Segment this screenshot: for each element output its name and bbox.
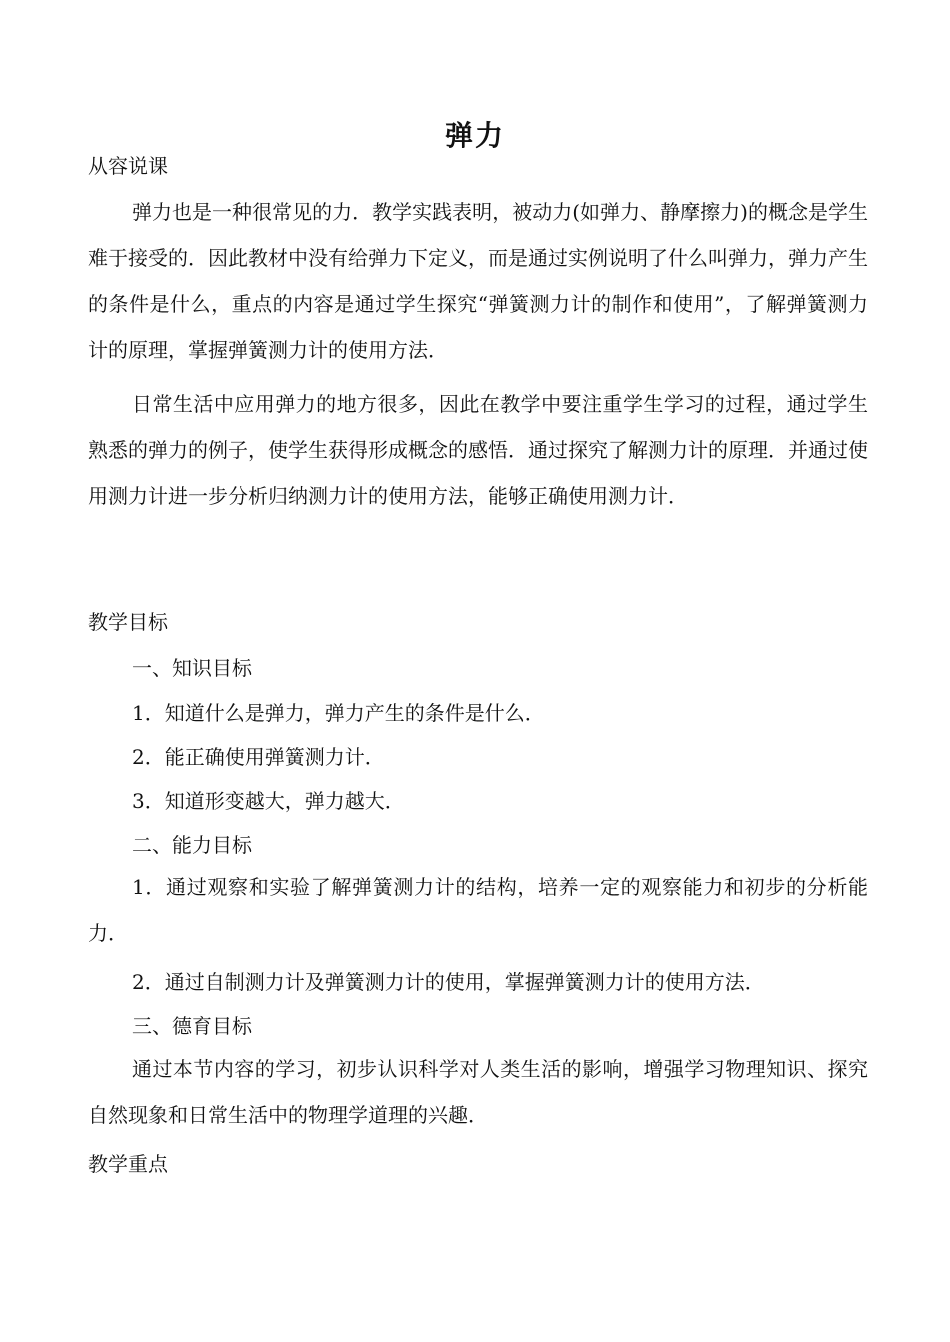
moral-text: 通过本节内容的学习，初步认识科学对人类生活的影响，增强学习物理知识、探究自然现象和日常生活中的物理学道理的兴趣．	[88, 1057, 868, 1127]
paragraph-intro-2: 日常生活中应用弹力的地方很多，因此在教学中要注重学生学习的过程，通过学生熟悉的弹力的例子，使学生获得形成概念的感悟．通过探究了解测力计的原理．并通过使用测力计进一步分析归纳测力计的使用方法，能够正确使用测力计．	[88, 392, 868, 508]
section-heading-objectives: 教学目标	[88, 610, 168, 634]
ability-item-2: 2．通过自制测力计及弹簧测力计的使用，掌握弹簧测力计的使用方法．	[132, 970, 765, 994]
knowledge-item-3: 3．知道形变越大，弹力越大．	[132, 789, 405, 813]
subheading-ability: 二、能力目标	[132, 833, 252, 857]
section-heading-key-points: 教学重点	[88, 1152, 168, 1176]
knowledge-item-1: 1．知道什么是弹力，弹力产生的条件是什么．	[132, 701, 545, 725]
subheading-knowledge: 一、知识目标	[132, 656, 252, 680]
document-title: 弹力	[444, 119, 505, 152]
paragraph-intro-1: 弹力也是一种很常见的力．教学实践表明，被动力(如弹力、静摩擦力)的概念是学生难于接受的．因此教材中没有给弹力下定义，而是通过实例说明了什么叫弹力，弹力产生的条件是什么，重点的内容是通过学生探究“弹簧测力计的制作和使用”，了解弹簧测力计的原理，掌握弹簧测力计的使用方法．	[88, 200, 868, 362]
section-heading-lesson-talk: 从容说课	[88, 154, 168, 178]
ability-item-1: 1．通过观察和实验了解弹簧测力计的结构，培养一定的观察能力和初步的分析能力．	[88, 875, 868, 945]
subheading-moral: 三、德育目标	[132, 1014, 252, 1038]
knowledge-item-2: 2．能正确使用弹簧测力计．	[132, 745, 385, 769]
